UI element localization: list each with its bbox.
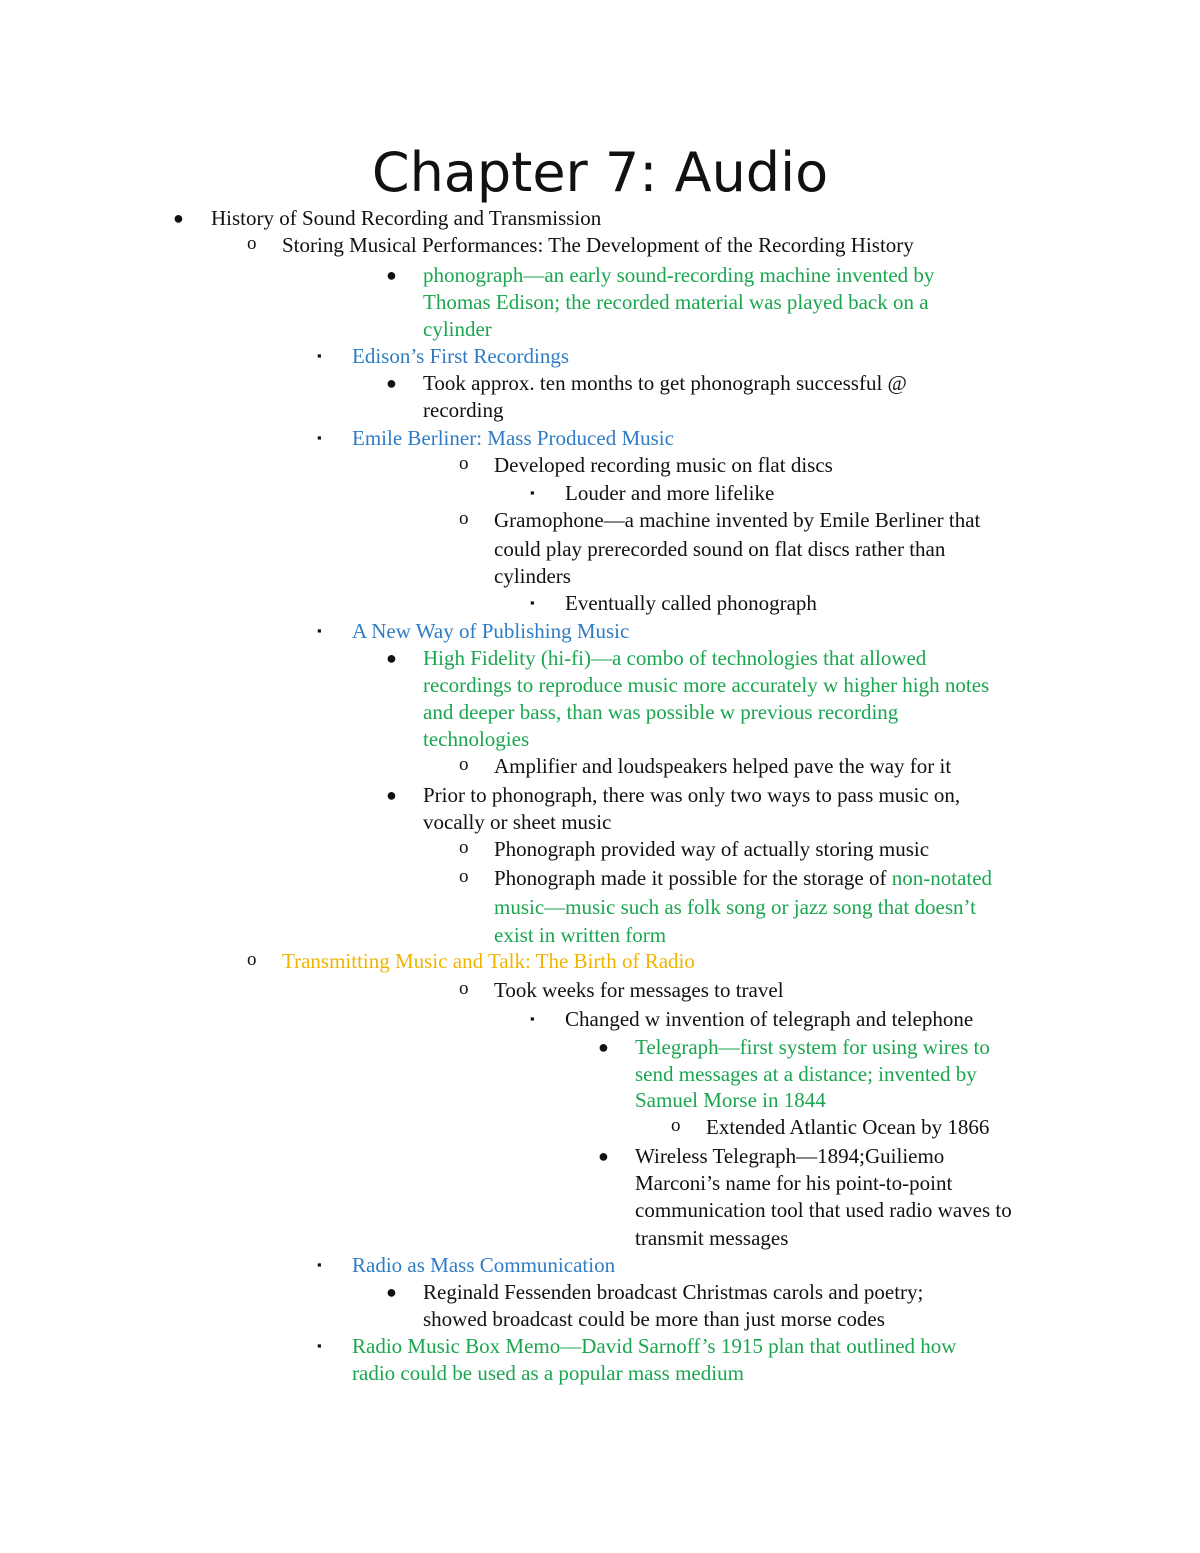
outline-text	[565, 480, 774, 507]
hollow-bullet-icon: o	[459, 508, 469, 529]
text-run: Marconi’s name for his point-to-point	[635, 1171, 953, 1195]
text-run: showed broadcast could be more than just morse codes	[423, 1307, 885, 1331]
text-run: Gramophone—a machine invented by Emile Berliner that	[494, 508, 981, 532]
text-run: Changed w invention of telegraph and telephone	[565, 1007, 974, 1031]
text-run: Developed recording music on flat discs	[494, 453, 833, 477]
text-run: Phonograph made it possible for the storage of	[494, 866, 892, 890]
outline-text	[282, 232, 914, 259]
text-run: Phonograph provided way of actually storing music	[494, 837, 930, 861]
square-bullet-icon: ▪	[317, 430, 322, 445]
square-bullet-icon: ▪	[317, 348, 322, 363]
outline-text	[352, 618, 629, 645]
outline-text	[423, 370, 907, 397]
square-bullet-icon: ▪	[317, 1257, 322, 1272]
outline-text	[635, 1087, 826, 1114]
text-run: exist in written form	[494, 923, 667, 947]
hollow-bullet-icon: o	[459, 453, 469, 474]
outline-text	[494, 977, 784, 1004]
outline-text	[352, 1252, 615, 1279]
outline-text	[352, 1333, 956, 1360]
outline-text	[423, 1306, 885, 1333]
outline-text	[352, 343, 569, 370]
text-run: A New Way of Publishing Music	[352, 619, 630, 643]
filled-bullet-icon: ●	[173, 208, 184, 228]
outline-text	[423, 397, 503, 424]
outline-text	[706, 1114, 989, 1141]
page-title: Chapter 7: Audio	[371, 141, 829, 204]
outline-text	[423, 289, 929, 316]
text-run: Eventually called phonograph	[565, 591, 817, 615]
outline-text	[423, 809, 611, 836]
text-run: cylinder	[423, 317, 492, 341]
outline-text	[565, 1006, 973, 1033]
text-run: Telegraph—first system for using wires to	[635, 1035, 990, 1059]
hollow-bullet-icon: o	[459, 978, 469, 999]
text-run: cylinders	[494, 564, 571, 588]
outline-text	[352, 425, 674, 452]
outline-text	[423, 782, 960, 809]
outline-text	[494, 507, 980, 534]
text-run: History of Sound Recording and Transmission	[211, 206, 602, 230]
text-run: send messages at a distance; invented by	[635, 1062, 977, 1086]
text-run: Thomas Edison; the recorded material was played back on a	[423, 290, 929, 314]
outline-text	[635, 1143, 944, 1170]
text-run: Radio Music Box Memo—David Sarnoff’s 1915 plan that outlined how	[352, 1334, 957, 1358]
text-run: Extended Atlantic Ocean by 1866	[706, 1115, 990, 1139]
outline-text	[565, 590, 817, 617]
outline-text	[423, 726, 529, 753]
outline-text	[423, 672, 989, 699]
outline-text	[635, 1170, 952, 1197]
outline-text	[352, 1360, 744, 1387]
square-bullet-icon: ▪	[530, 485, 535, 500]
outline-text	[494, 563, 571, 590]
hollow-bullet-icon: o	[459, 754, 469, 775]
outline-text	[635, 1061, 977, 1088]
text-run: Emile Berliner: Mass Produced Music	[352, 426, 674, 450]
hollow-bullet-icon: o	[459, 837, 469, 858]
outline-text	[423, 1279, 923, 1306]
filled-bullet-icon: ●	[386, 265, 397, 285]
text-run: Took approx. ten months to get phonograph successful @	[423, 371, 907, 395]
outline-text	[423, 262, 934, 289]
hollow-bullet-icon: o	[459, 866, 469, 887]
outline-text	[211, 205, 601, 232]
text-run: Louder and more lifelike	[565, 481, 775, 505]
outline-text	[494, 836, 929, 863]
outline-text	[423, 699, 898, 726]
text-run: Wireless Telegraph—1894;Guiliemo	[635, 1144, 945, 1168]
square-bullet-icon: ▪	[317, 1338, 322, 1353]
text-run: Samuel Morse in 1844	[635, 1088, 826, 1112]
text-run: recording	[423, 398, 504, 422]
text-run: Storing Musical Performances: The Development of the Recording History	[282, 233, 914, 257]
outline-text	[494, 536, 945, 563]
filled-bullet-icon: ●	[386, 648, 397, 668]
text-run: Radio as Mass Communication	[352, 1253, 616, 1277]
hollow-bullet-icon: o	[671, 1115, 681, 1136]
outline-text	[635, 1197, 1012, 1224]
text-run: radio could be used as a popular mass medium	[352, 1361, 744, 1385]
text-run: Took weeks for messages to travel	[494, 978, 784, 1002]
text-run: communication tool that used radio waves to	[635, 1198, 1012, 1222]
outline-text	[282, 948, 695, 975]
square-bullet-icon: ▪	[317, 623, 322, 638]
text-run: Amplifier and loudspeakers helped pave the way for it	[494, 754, 952, 778]
square-bullet-icon: ▪	[530, 595, 535, 610]
outline-text	[494, 865, 992, 892]
text-run: Reginald Fessenden broadcast Christmas carols and poetry;	[423, 1280, 924, 1304]
hollow-bullet-icon: o	[247, 233, 257, 254]
outline-text	[494, 753, 951, 780]
filled-bullet-icon: ●	[386, 1282, 397, 1302]
outline-text	[494, 922, 666, 949]
text-run: High Fidelity (hi-fi)—a combo of technologies that allowed	[423, 646, 927, 670]
outline-text	[423, 645, 926, 672]
outline-text	[635, 1034, 990, 1061]
text-run: vocally or sheet music	[423, 810, 612, 834]
text-run: phonograph—an early sound-recording machine invented by	[423, 263, 935, 287]
text-run: transmit messages	[635, 1226, 789, 1250]
outline-text	[635, 1225, 788, 1252]
outline-text	[423, 316, 492, 343]
term-highlight: non-notated	[891, 866, 993, 890]
text-run: recordings to reproduce music more accurately w higher high notes	[423, 673, 990, 697]
outline-text	[494, 452, 833, 479]
filled-bullet-icon: ●	[598, 1146, 609, 1166]
text-run: Transmitting Music and Talk: The Birth of Radio	[282, 949, 695, 973]
text-run: technologies	[423, 727, 530, 751]
filled-bullet-icon: ●	[386, 785, 397, 805]
text-run: Edison’s First Recordings	[352, 344, 570, 368]
hollow-bullet-icon: o	[247, 949, 257, 970]
text-run: Prior to phonograph, there was only two ways to pass music on,	[423, 783, 961, 807]
filled-bullet-icon: ●	[386, 373, 397, 393]
text-run: and deeper bass, than was possible w previous recording	[423, 700, 899, 724]
text-run: could play prerecorded sound on flat discs rather than	[494, 537, 946, 561]
filled-bullet-icon: ●	[598, 1037, 609, 1057]
text-run: music—music such as folk song or jazz song that doesn’t	[494, 895, 976, 919]
square-bullet-icon: ▪	[530, 1011, 535, 1026]
outline-text	[494, 894, 976, 921]
